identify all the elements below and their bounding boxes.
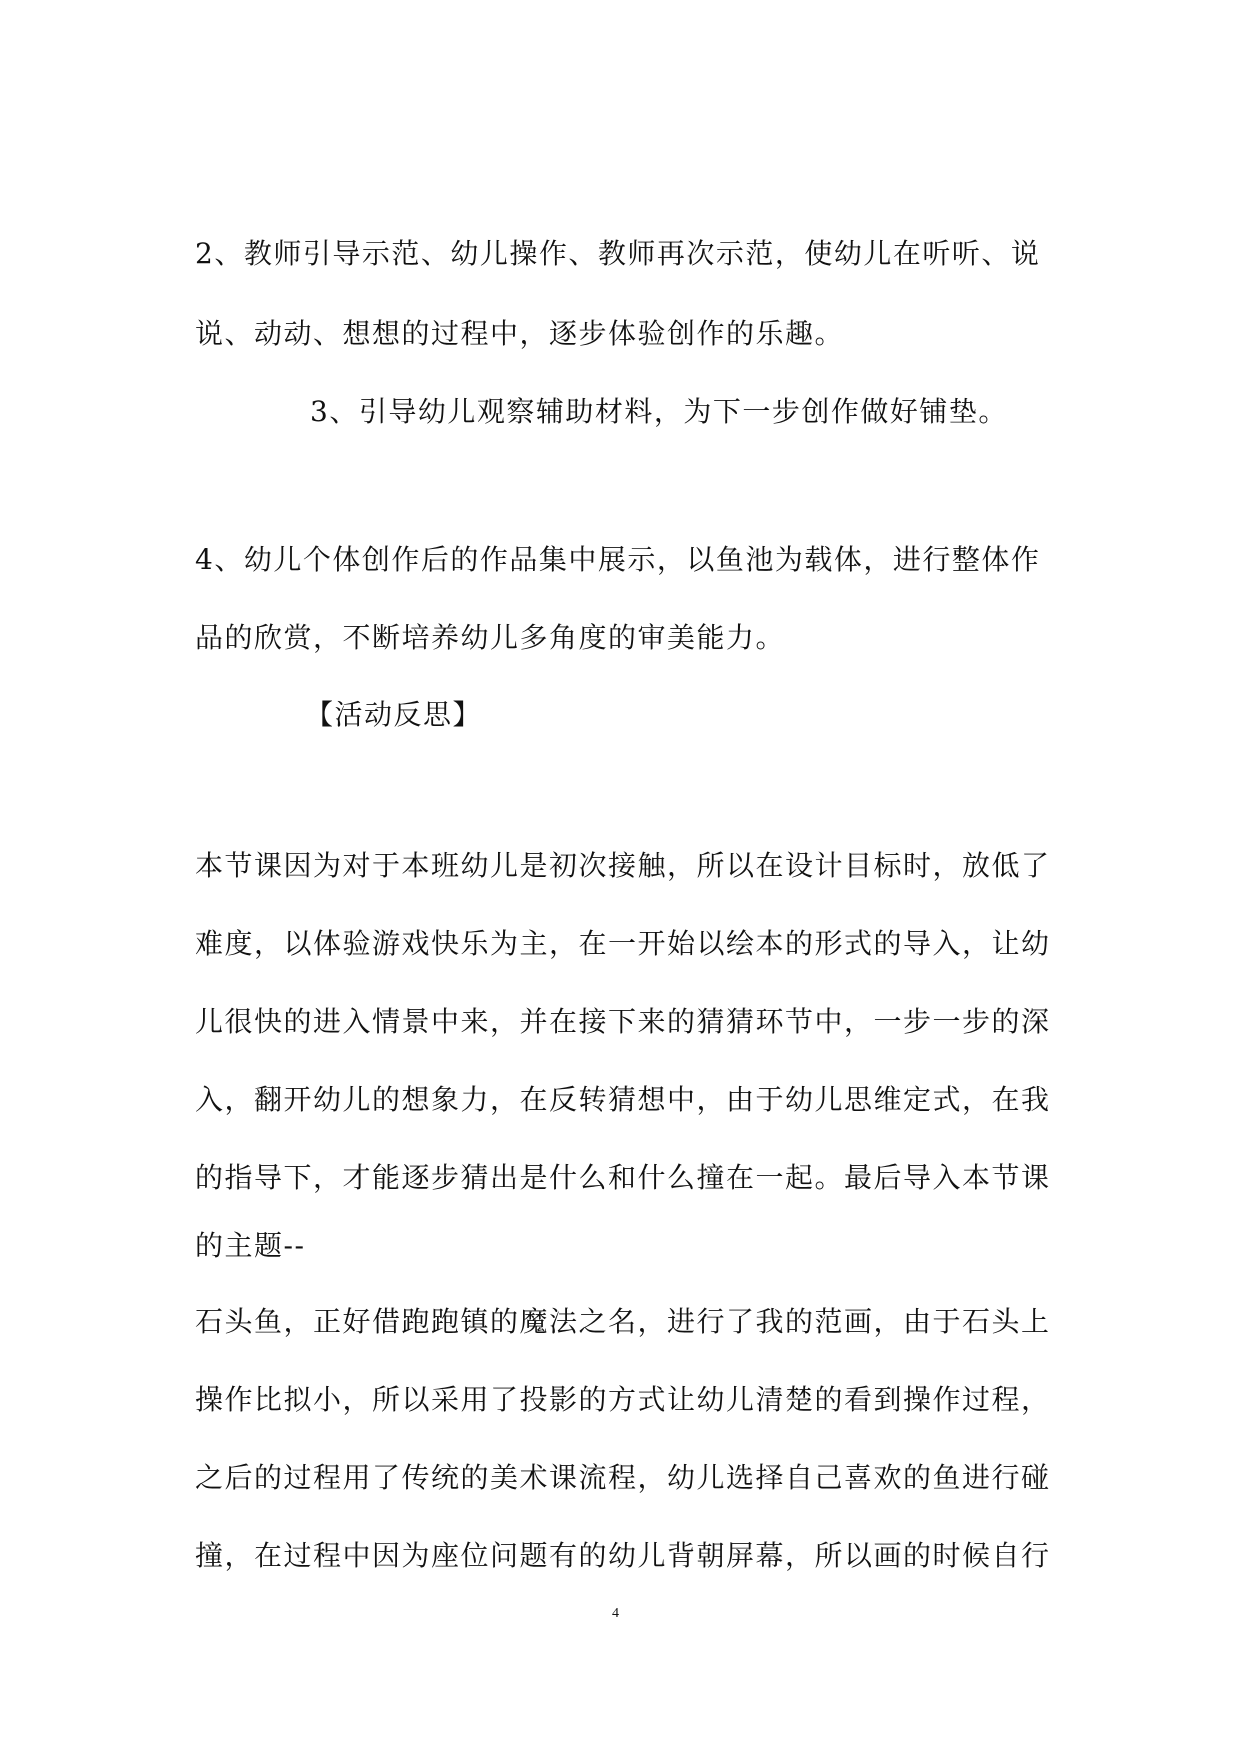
reflection-line-9: 之后的过程用了传统的美术课流程，幼儿选择自己喜欢的鱼进行碰	[195, 1461, 1051, 1494]
paragraph-2-line-2: 说、动动、想想的过程中，逐步体验创作的乐趣。	[195, 317, 845, 350]
reflection-line-3: 儿很快的进入情景中来，并在接下来的猜猜环节中，一步一步的深	[195, 1005, 1051, 1038]
reflection-line-5: 的指导下，才能逐步猜出是什么和什么撞在一起。最后导入本节课	[195, 1161, 1051, 1194]
page-number: 4	[612, 1606, 619, 1621]
reflection-line-2: 难度，以体验游戏快乐为主，在一开始以绘本的形式的导入，让幼	[195, 927, 1051, 960]
section-heading: 【活动反思】	[305, 698, 483, 731]
reflection-line-7: 石头鱼，正好借跑跑镇的魔法之名，进行了我的范画，由于石头上	[195, 1305, 1051, 1338]
reflection-line-10: 撞，在过程中因为座位问题有的幼儿背朝屏幕，所以画的时候自行	[195, 1539, 1051, 1572]
reflection-line-8: 操作比拟小，所以采用了投影的方式让幼儿清楚的看到操作过程，	[195, 1383, 1051, 1416]
paragraph-4-line-1: 4、幼儿个体创作后的作品集中展示，以鱼池为载体，进行整体作	[195, 543, 1041, 576]
paragraph-2-line-1: 2、教师引导示范、幼儿操作、教师再次示范，使幼儿在听听、说	[195, 237, 1041, 270]
reflection-line-1: 本节课因为对于本班幼儿是初次接触，所以在设计目标时，放低了	[195, 849, 1051, 882]
paragraph-4-line-2: 品的欣赏，不断培养幼儿多角度的审美能力。	[195, 621, 786, 654]
reflection-line-4: 入，翻开幼儿的想象力，在反转猜想中，由于幼儿思维定式，在我	[195, 1083, 1051, 1116]
paragraph-3-line-1: 3、引导幼儿观察辅助材料，为下一步创作做好铺垫。	[310, 395, 1008, 428]
reflection-line-6: 的主题--	[195, 1229, 306, 1262]
